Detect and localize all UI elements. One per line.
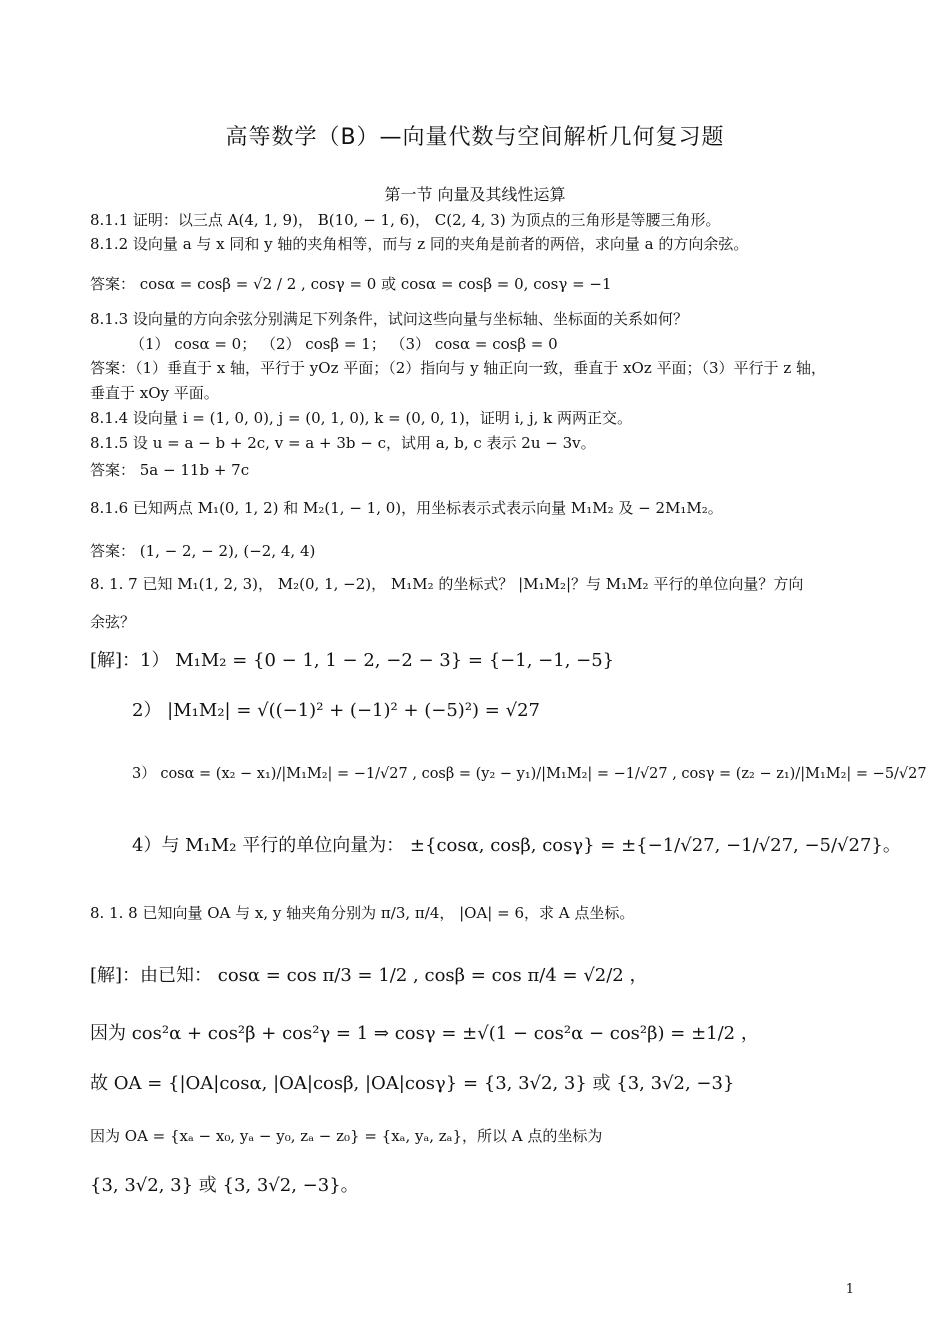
- section-title: 第一节 向量及其线性运算: [384, 185, 566, 204]
- page-number: 1: [845, 1282, 854, 1297]
- problem-8-1-4: 8.1.4 设向量 i = (1, 0, 0), j = (0, 1, 0), k = (0, 0, 1)，证明 i, j, k 两两正交。: [90, 409, 632, 427]
- solution-8-1-8-vector: 故 OA = {|OA|cosα, |OA|cosβ, |OA|cosγ} = {3, 3√2, 3} 或 {3, 3√2, −3}: [90, 1073, 735, 1094]
- answer-8-1-2: 答案： cosα = cosβ = √2 / 2 , cosγ = 0 或 cosα = cosβ = 0, cosγ = −1: [90, 275, 612, 293]
- solution-8-1-7-step2: 2） |M₁M₂| = √((−1)² + (−1)² + (−5)²) = √27: [132, 700, 540, 721]
- problem-8-1-3: 8.1.3 设向量的方向余弦分别满足下列条件，试问这些向量与坐标轴、坐标面的关系如何？: [90, 310, 688, 328]
- solution-8-1-8-result: {3, 3√2, 3} 或 {3, 3√2, −3}。: [90, 1175, 359, 1196]
- solution-8-1-8-coordinates-intro: 因为 OA = {xₐ − x₀, yₐ − y₀, zₐ − z₀} = {xₐ, yₐ, zₐ}，所以 A 点的坐标为: [90, 1127, 603, 1145]
- answer-8-1-6: 答案： (1, − 2, − 2), (−2, 4, 4): [90, 542, 316, 560]
- solution-8-1-7-step4: 4）与 M₁M₂ 平行的单位向量为： ±{cosα, cosβ, cosγ} = ±{−1/√27, −1/√27, −5/√27}。: [132, 835, 901, 856]
- problem-8-1-8: 8. 1. 8 已知向量 OA 与 x, y 轴夹角分别为 π/3, π/4， |OA| = 6，求 A 点坐标。: [90, 904, 635, 922]
- answer-8-1-5: 答案： 5a − 11b + 7c: [90, 461, 250, 479]
- problem-8-1-6: 8.1.6 已知两点 M₁(0, 1, 2) 和 M₂(1, − 1, 0)，用坐标表示式表示向量 M₁M₂ 及 − 2M₁M₂。: [90, 499, 723, 517]
- solution-8-1-7-step3: 3） cosα = (x₂ − x₁)/|M₁M₂| = −1/√27 , cosβ = (y₂ − y₁)/|M₁M₂| = −1/√27 , cosγ = (z₂ − z₁)/|M₁M₂| = −5/√27: [132, 766, 927, 782]
- problem-8-1-1: 8.1.1 证明：以三点 A(4, 1, 9)， B(10, − 1, 6)， C(2, 4, 3) 为顶点的三角形是等腰三角形。: [90, 211, 721, 229]
- solution-8-1-8-given: [解]：由已知： cosα = cos π/3 = 1/2 , cosβ = cos π/4 = √2/2 ，: [90, 965, 648, 986]
- answer-8-1-3-line2: 垂直于 xOy 平面。: [90, 384, 219, 402]
- problem-8-1-7-line1: 8. 1. 7 已知 M₁(1, 2, 3)， M₂(0, 1, −2)， M₁M₂ 的坐标式？ |M₁M₂|？与 M₁M₂ 平行的单位向量？方向: [90, 575, 804, 593]
- answer-8-1-3-line1: 答案：（1）垂直于 x 轴，平行于 yOz 平面；（2）指向与 y 轴正向一致，垂直于 xOz 平面；（3）平行于 z 轴，: [90, 359, 826, 377]
- solution-8-1-8-derivation: 因为 cos²α + cos²β + cos²γ = 1 ⇒ cosγ = ±√(1 − cos²α − cos²β) = ±1/2 ，: [90, 1023, 759, 1044]
- solution-8-1-7-step1: [解]：1） M₁M₂ = {0 − 1, 1 − 2, −2 − 3} = {−1, −1, −5}: [90, 650, 615, 671]
- problem-8-1-7-line2: 余弦？: [90, 613, 136, 631]
- page-title: 高等数学（B）—向量代数与空间解析几何复习题: [225, 125, 725, 150]
- problem-8-1-2: 8.1.2 设向量 a 与 x 同和 y 轴的夹角相等，而与 z 同的夹角是前者的两倍，求向量 a 的方向余弦。: [90, 235, 749, 253]
- problem-8-1-5: 8.1.5 设 u = a − b + 2c, v = a + 3b − c，试用 a, b, c 表示 2u − 3v。: [90, 434, 596, 452]
- problem-8-1-3-conditions: （1） cosα = 0； （2） cosβ = 1； （3） cosα = cosβ = 0: [130, 335, 558, 353]
